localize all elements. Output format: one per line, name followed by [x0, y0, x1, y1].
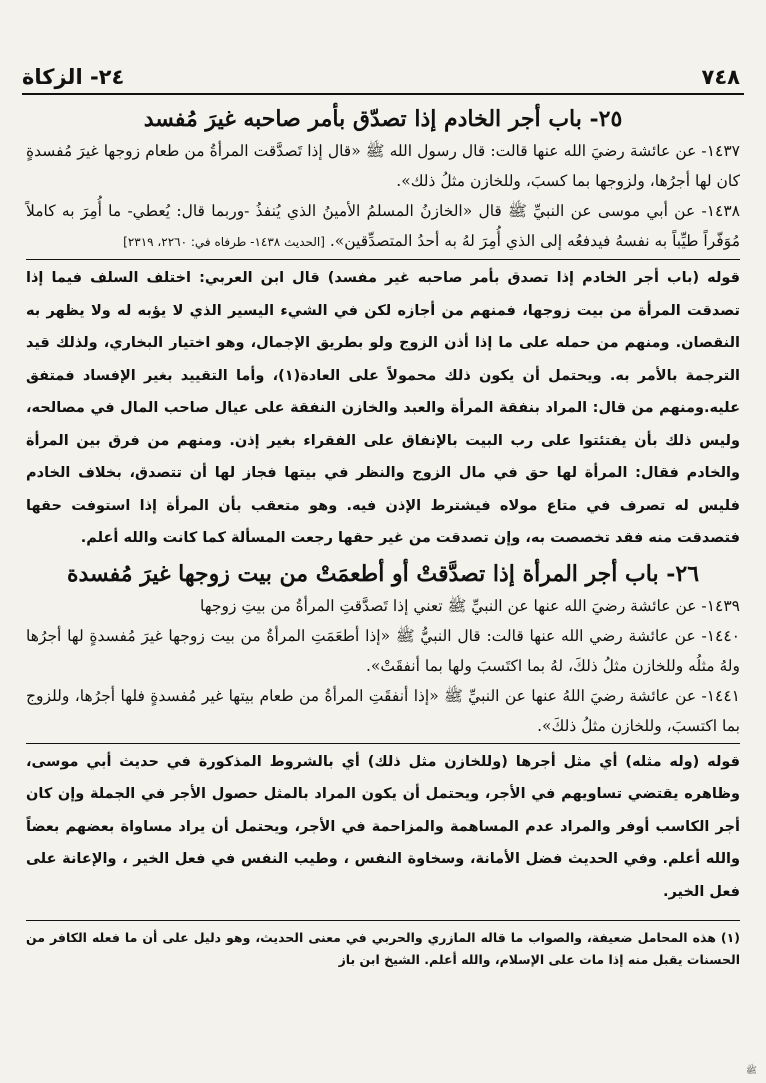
hadith-1438-text: ١٤٣٨- عن أبي موسى عن النبيِّ ﷺ قال «الخازنُ المسلمُ الأمينُ الذي يُنفذُ -وربما قال: يُعطي- ما أُمِرَ به كاملاً مُوَفّراً طيِّباً به نفسهُ فيدفعُه إلى الذي أُمِرَ لهُ به أحدُ المتصدِّقين».: [26, 202, 740, 250]
commentary-1: [26, 262, 740, 555]
commentary-1-lead: قوله: [707, 270, 740, 286]
hadith-1438-note: [الحديث ١٤٣٨- طرفاه في: ٢٢٦٠، ٢٣١٩]: [123, 235, 325, 249]
commentary-2-lead: قوله: [707, 753, 740, 770]
footnote: (١) هذه المحامل ضعيفة، والصواب ما قاله المازري والحربي في معنى الحديث، وهو دليل على أن ما فعله الكافر من الحسنات يقبل منه إذا مات على الإسلام، والله أعلم. الشيخ ابن باز: [26, 930, 740, 967]
hadith-1439: ١٤٣٩- عن عائشة رضيَ الله عنها عن النبيِّ ﷺ تعني إذا تَصدَّقتِ المرأةُ من بيتِ زوجها: [200, 596, 740, 615]
commentary-2-text: (وله مثله) أي مثل أجرها (وللخازن مثل ذلك) أي بالشروط المذكورة في حديث أبي موسى، وظاهره يقتضي تساويهم في الأجر، ويحتمل أن يكون المراد بالمثل حصول الأجر في الجملة وإن كان أجر الكاسب أوفر والمراد عدم المساهمة والمزاحمة في الأجر، ويحتمل أن يراد مساواة بعضهم بعضاً والله أعلم. وفي الحديث فضل الأمانة، وسخاوة النفس ، وطيب النفس في فعل الخير ، والإعانة على فعل الخير.: [26, 753, 740, 900]
hadith-1437: ١٤٣٧- عن عائشة رضيَ الله عنها قالت: قال رسول الله ﷺ «قال إذا تَصدَّقت المرأةُ من طعام زوجها غيرَ مُفسدةٍ كان لها أجرُها، ولزوجها بما كسبَ، وللخازن مثلُ ذلك».: [26, 142, 740, 190]
corner-mark: ﷺ: [746, 1066, 757, 1076]
section-26-title: ٢٦- باب أجر المرأة إذا تصدَّقتْ أو أطعمَتْ من بيت زوجها غيرَ مُفسدة: [66, 560, 700, 587]
section-25-title: ٢٥- باب أجر الخادم إذا تصدّق بأمر صاحبه غيرَ مُفسد: [143, 106, 623, 132]
commentary-2: [26, 746, 740, 909]
hadith-1441: ١٤٤١- عن عائشة رضيَ اللهُ عنها عن النبيِّ ﷺ «إذا أنفقَتِ المرأةُ من طعام بيتها غير مُفسدةٍ فلها أجرُها، وللزوج بما اكتسبَ، وللخازن مثلُ ذلكَ».: [26, 686, 740, 735]
commentary-1-text: (باب أجر الخادم إذا تصدق بأمر صاحبه غير مفسد) قال ابن العربي: اختلف السلف فيما إذا تصدقت المرأة من بيت زوجها، فمنهم من أجازه لكن في الشيء اليسير الذي لا يؤبه له ولا يظهر به النقصان. ومنهم من حمله على ما إذا أذن الزوج ولو بطريق الإجمال، وهو اختيار البخاري، ولذلك قيد الترجمة بالأمر به. ويحتمل أن يكون ذلك محمولاً على العادة(١)، وأما التقييد بغير الإفساد فمتفق عليه.ومنهم من قال: المراد بنفقة المرأة والعبد والخازن النفقة على عيال صاحب المال في مصالحه، وليس ذلك بأن يفتئتوا على رب البيت بالإنفاق على الفقراء بغير إذن. ومنهم من فرق بين المرأة والخادم فقال: المرأة لها حق في مال الزوج والنظر في بيتها فجاز لها أن تتصدق، بخلاف الخادم فليس له تصرف في متاع مولاه فيشترط الإذن فيه. وهو متعقب بأن المرأة إذا استوفت حقها فتصدقت منه فقد تخصصت به، وإن تصدقت من غير حقها رجعت المسألة كما كانت والله أعلم.: [26, 270, 741, 546]
page-body: [26, 100, 740, 971]
running-header: [22, 62, 740, 92]
hadith-1440: ١٤٤٠- عن عائشة رضي الله عنها قالت: قال النبيُّ ﷺ «إذا أطعَمَتِ المرأةُ من بيت زوجها غيرَ مُفسدةٍ لها أجرُها ولهُ مثلُه وللخازن مثلُ ذلكَ، لهُ بما اكتَسبَ ولها بما أنفقَتْ».: [26, 626, 740, 675]
page-number: ٧٤٨: [701, 65, 740, 89]
hadith-1438: [26, 196, 740, 257]
footnote-divider: [26, 920, 740, 921]
header-divider: [22, 93, 744, 95]
section-divider: [26, 743, 740, 744]
section-divider: [26, 259, 740, 260]
chapter-title: ٢٤- الزكاة: [22, 65, 125, 89]
